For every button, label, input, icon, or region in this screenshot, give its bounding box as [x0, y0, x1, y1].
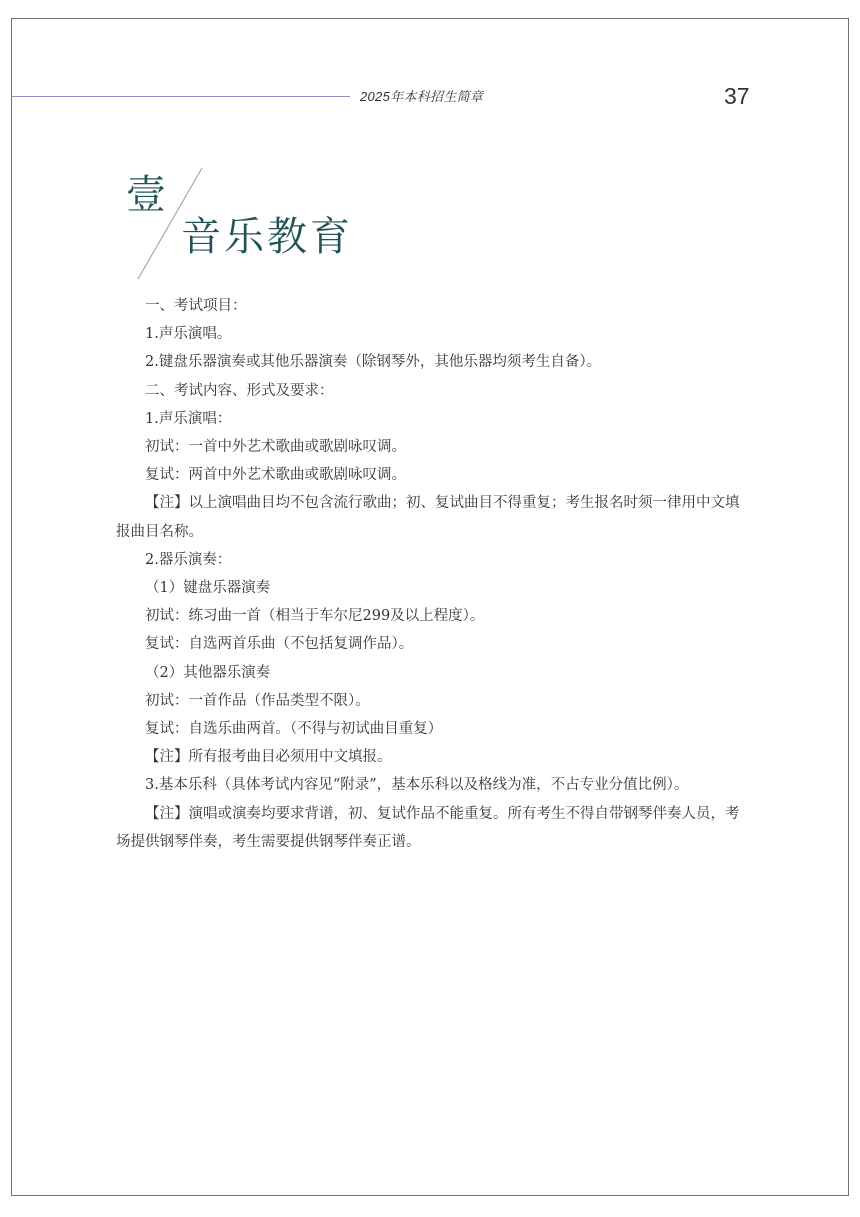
paragraph: 一、考试项目： — [145, 298, 247, 314]
paragraph: 复试：自选两首乐曲（不包括复调作品）。 — [145, 636, 414, 653]
paragraph: 复试：自选乐曲两首。（不得与初试曲目重复） — [145, 721, 443, 738]
paragraph: 初试：一首中外艺术歌曲或歌剧咏叹调。 — [145, 439, 406, 456]
paragraph: 复试：两首中外艺术歌曲或歌剧咏叹调。 — [145, 467, 406, 484]
paragraph: 1.声乐演唱。 — [145, 326, 232, 343]
paragraph: （1）键盘乐器演奏 — [145, 580, 271, 597]
header-title: 2025年本科招生简章 — [360, 89, 484, 104]
note-paragraph: 【注】以上演唱曲目均不包含流行歌曲；初、复试曲目不得重复；考生报名时须一律用中文填报曲目名称。 — [116, 495, 740, 540]
paragraph: 初试：练习曲一首（相当于车尔尼299及以上程度）。 — [145, 608, 485, 625]
paragraph: （2）其他器乐演奏 — [145, 664, 271, 681]
body-text — [116, 292, 750, 856]
page-number: 37 — [724, 83, 750, 109]
paragraph: 1.声乐演唱： — [145, 410, 232, 427]
paragraph: 3.基本乐科（具体考试内容见“附录”，基本乐科以及格线为准，不占专业分值比例）。 — [145, 777, 689, 794]
paragraph: 2.器乐演奏： — [145, 551, 232, 568]
section-title: 音乐教育 — [181, 214, 353, 260]
note-paragraph: 【注】所有报考曲目必须用中文填报。 — [145, 749, 392, 766]
note-paragraph: 【注】演唱或演奏均要求背谱，初、复试作品不能重复。所有考生不得自带钢琴伴奏人员，考场提供钢琴伴奏，考生需要提供钢琴伴奏正谱。 — [116, 805, 740, 850]
section-number: 壹 — [126, 172, 166, 218]
paragraph: 初试：一首作品（作品类型不限）。 — [145, 692, 370, 709]
paragraph: 二、考试内容、形式及要求： — [145, 382, 334, 399]
paragraph: 2.键盘乐器演奏或其他乐器演奏（除钢琴外，其他乐器均须考生自备）。 — [145, 354, 602, 371]
